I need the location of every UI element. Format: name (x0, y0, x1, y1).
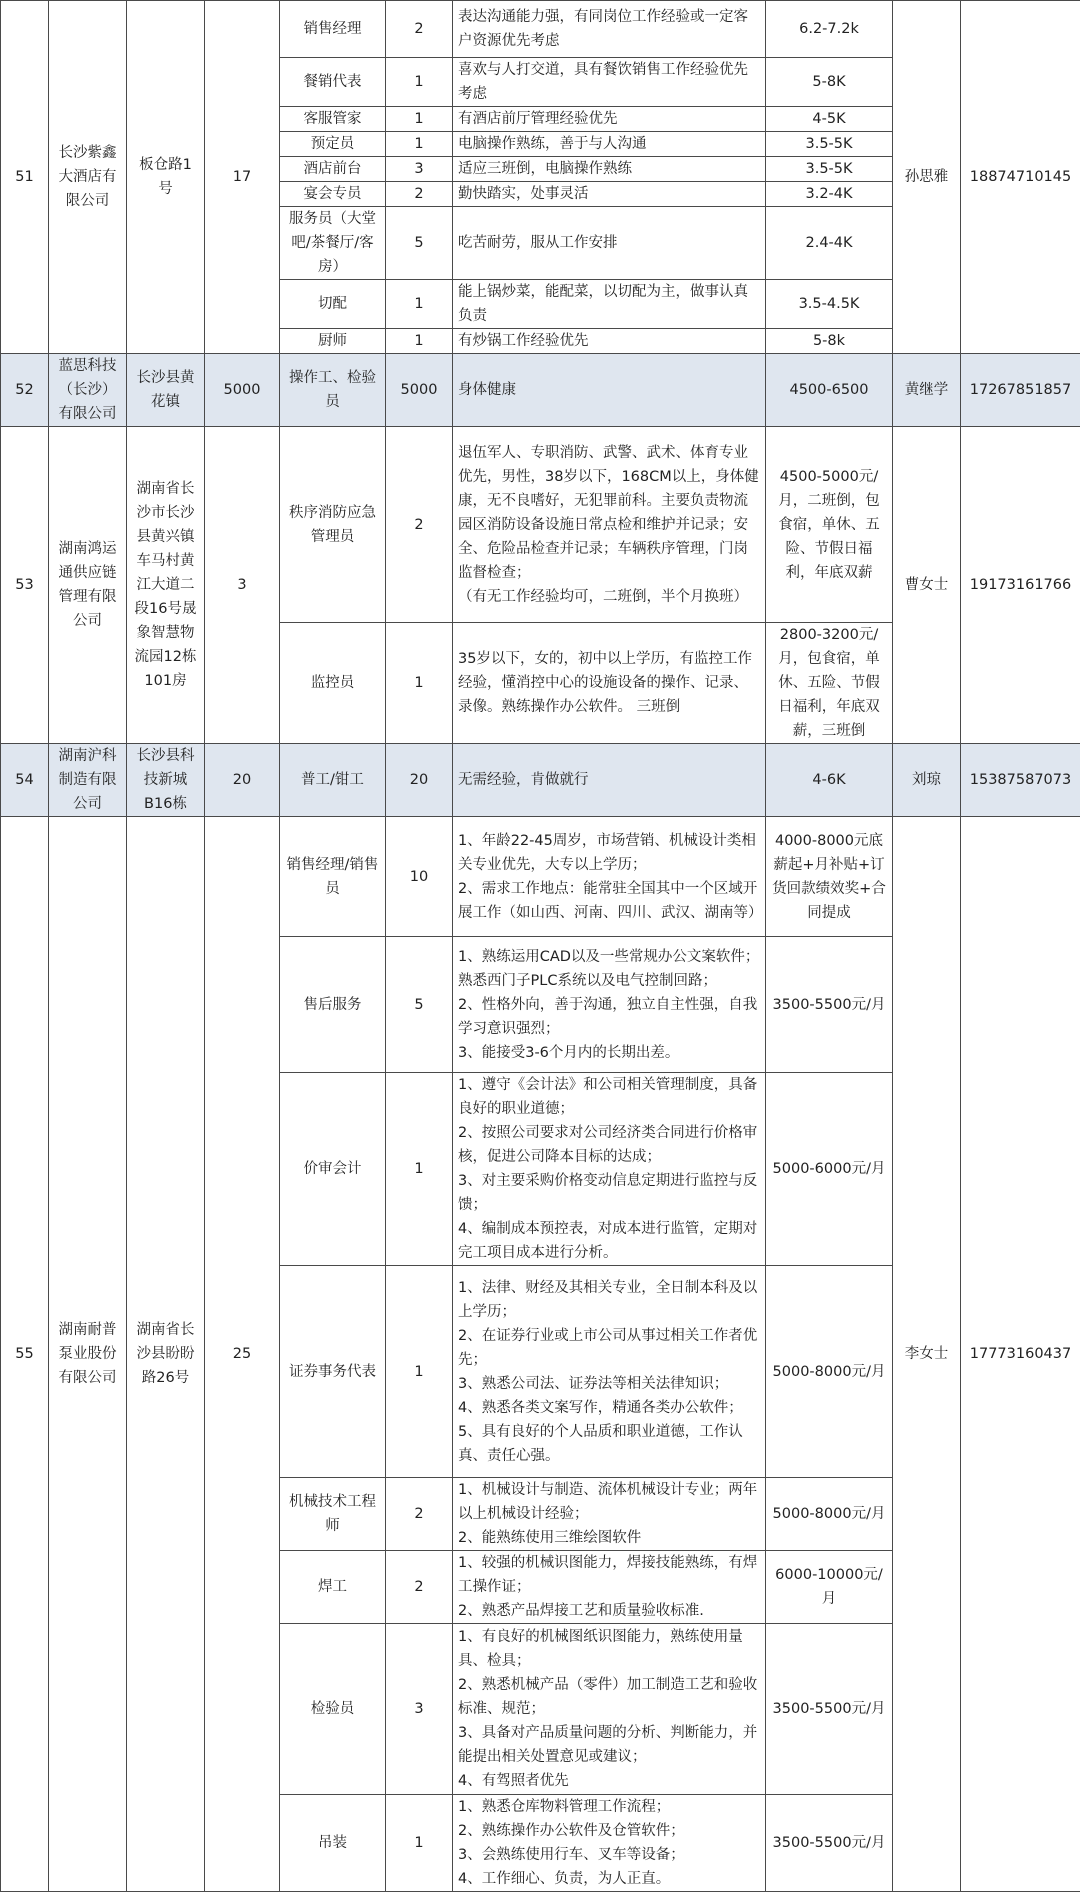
job-requirements: 有炒锅工作经验优先 (453, 329, 766, 354)
job-requirements: 喜欢与人打交道，具有餐饮销售工作经验优先考虑 (453, 58, 766, 107)
total-openings: 25 (205, 817, 280, 1892)
job-salary: 4000-8000元底薪起+月补贴+订货回款绩效奖+合同提成 (766, 817, 893, 937)
job-salary: 5000-8000元/月 (766, 1266, 893, 1478)
company-name: 湖南耐普泵业股份有限公司 (49, 817, 127, 1892)
company-number: 55 (1, 817, 49, 1892)
job-count: 2 (386, 1551, 453, 1624)
job-requirements: 吃苦耐劳，服从工作安排 (453, 207, 766, 280)
company-number: 52 (1, 354, 49, 427)
job-count: 3 (386, 1624, 453, 1795)
company-address: 长沙县科技新城B16栋 (127, 744, 205, 817)
job-count: 2 (386, 1, 453, 58)
contact-phone: 18874710145 (961, 1, 1080, 354)
job-count: 1 (386, 329, 453, 354)
job-requirements: 退伍军人、专职消防、武警、武术、体育专业优先，男性，38岁以下，168CM以上，身体健康，无不良嗜好，无犯罪前科。主要负责物流园区消防设备设施日常点检和维护并记录；安全、危险品检查并记录；车辆秩序管理，门岗监督检查； （有无工作经验均可，二班倒，半个月换班） (453, 427, 766, 623)
company-address: 板仓路1号 (127, 1, 205, 354)
job-requirements: 表达沟通能力强，有同岗位工作经验或一定客户资源优先考虑 (453, 1, 766, 58)
job-salary: 5-8k (766, 329, 893, 354)
contact-phone: 17773160437 (961, 817, 1080, 1892)
job-count: 20 (386, 744, 453, 817)
job-count: 3 (386, 157, 453, 182)
job-count: 1 (386, 623, 453, 744)
job-requirements: 1、遵守《会计法》和公司相关管理制度，具备良好的职业道德； 2、按照公司要求对公司经济类合同进行价格审核，促进公司降本目标的达成； 3、对主要采购价格变动信息定期进行监控与反馈； 4、编制成本预控表，对成本进行监管，定期对完工项目成本进行分析。 (453, 1073, 766, 1266)
table-row (1, 427, 1080, 623)
job-requirements: 1、法律、财经及其相关专业，全日制本科及以上学历； 2、在证券行业或上市公司从事过相关工作者优先； 3、熟悉公司法、证券法等相关法律知识； 4、熟悉各类文案写作，精通各类办公软件； 5、具有良好的个人品质和职业道德，工作认真、责任心强。 (453, 1266, 766, 1478)
company-name: 湖南沪科制造有限公司 (49, 744, 127, 817)
job-count: 1 (386, 1795, 453, 1892)
job-title: 证券事务代表 (280, 1266, 386, 1478)
job-salary: 5000-8000元/月 (766, 1478, 893, 1551)
job-salary: 5000-6000元/月 (766, 1073, 893, 1266)
job-title: 售后服务 (280, 937, 386, 1073)
job-title: 销售经理/销售员 (280, 817, 386, 937)
table-row (1, 817, 1080, 937)
job-salary: 6000-10000元/月 (766, 1551, 893, 1624)
job-salary: 4-6K (766, 744, 893, 817)
company-address: 长沙县黄花镇 (127, 354, 205, 427)
job-title: 销售经理 (280, 1, 386, 58)
job-salary: 2.4-4K (766, 207, 893, 280)
contact-person: 刘琼 (893, 744, 961, 817)
job-title: 吊装 (280, 1795, 386, 1892)
job-requirements: 1、机械设计与制造、流体机械设计专业；两年以上机械设计经验； 2、能熟练使用三维绘图软件 (453, 1478, 766, 1551)
job-title: 预定员 (280, 132, 386, 157)
company-number: 51 (1, 1, 49, 354)
job-title: 操作工、检验员 (280, 354, 386, 427)
job-salary: 3.5-5K (766, 132, 893, 157)
job-salary: 4500-6500 (766, 354, 893, 427)
contact-person: 孙思雅 (893, 1, 961, 354)
job-title: 秩序消防应急管理员 (280, 427, 386, 623)
job-requirements: 能上锅炒菜，能配菜，以切配为主，做事认真负责 (453, 280, 766, 329)
job-requirements: 勤快踏实，处事灵活 (453, 182, 766, 207)
contact-phone: 19173161766 (961, 427, 1080, 744)
job-title: 切配 (280, 280, 386, 329)
job-requirements: 有酒店前厅管理经验优先 (453, 107, 766, 132)
contact-person: 黄继学 (893, 354, 961, 427)
contact-phone: 15387587073 (961, 744, 1080, 817)
job-salary: 3500-5500元/月 (766, 937, 893, 1073)
job-title: 宴会专员 (280, 182, 386, 207)
job-requirements: 身体健康 (453, 354, 766, 427)
job-count: 5000 (386, 354, 453, 427)
job-salary: 4-5K (766, 107, 893, 132)
job-requirements: 1、有良好的机械图纸识图能力，熟练使用量具、检具； 2、熟悉机械产品（零件）加工制造工艺和验收标准、规范； 3、具备对产品质量问题的分析、判断能力，并能提出相关处置意见或建议； 4、有驾照者优先 (453, 1624, 766, 1795)
job-title: 监控员 (280, 623, 386, 744)
table-row (1, 744, 1080, 817)
company-name: 长沙紫鑫大酒店有限公司 (49, 1, 127, 354)
job-title: 酒店前台 (280, 157, 386, 182)
job-requirements: 无需经验，肯做就行 (453, 744, 766, 817)
job-requirements: 电脑操作熟练，善于与人沟通 (453, 132, 766, 157)
job-salary: 4500-5000元/月，二班倒，包食宿，单休、五险、节假日福利，年底双薪 (766, 427, 893, 623)
job-title: 餐销代表 (280, 58, 386, 107)
job-salary: 2800-3200元/月，包食宿，单休、五险、节假日福利，年底双薪，三班倒 (766, 623, 893, 744)
job-salary: 5-8K (766, 58, 893, 107)
job-salary: 3.2-4K (766, 182, 893, 207)
company-number: 53 (1, 427, 49, 744)
total-openings: 5000 (205, 354, 280, 427)
table-row (1, 354, 1080, 427)
job-count: 1 (386, 1073, 453, 1266)
job-requirements: 1、较强的机械识图能力，焊接技能熟练，有焊工操作证； 2、熟悉产品焊接工艺和质量验收标准. (453, 1551, 766, 1624)
job-count: 2 (386, 182, 453, 207)
job-title: 普工/钳工 (280, 744, 386, 817)
job-count: 2 (386, 427, 453, 623)
job-count: 1 (386, 280, 453, 329)
contact-phone: 17267851857 (961, 354, 1080, 427)
job-requirements: 35岁以下，女的，初中以上学历，有监控工作经验，懂消控中心的设施设备的操作、记录、录像。熟练操作办公软件。 三班倒 (453, 623, 766, 744)
company-address: 湖南省长沙市长沙县黄兴镇车马村黄江大道二段16号晟象智慧物流园12栋101房 (127, 427, 205, 744)
job-requirements: 1、熟悉仓库物料管理工作流程； 2、熟练操作办公软件及仓管软件； 3、会熟练使用行车、叉车等设备； 4、工作细心、负责，为人正直。 (453, 1795, 766, 1892)
job-title: 焊工 (280, 1551, 386, 1624)
job-count: 1 (386, 58, 453, 107)
company-number: 54 (1, 744, 49, 817)
job-salary: 3500-5500元/月 (766, 1795, 893, 1892)
company-name: 蓝思科技（长沙）有限公司 (49, 354, 127, 427)
total-openings: 3 (205, 427, 280, 744)
job-count: 1 (386, 1266, 453, 1478)
job-title: 服务员（大堂吧/茶餐厅/客房） (280, 207, 386, 280)
contact-person: 曹女士 (893, 427, 961, 744)
job-requirements: 1、年龄22-45周岁，市场营销、机械设计类相关专业优先，大专以上学历； 2、需求工作地点：能常驻全国其中一个区域开展工作（如山西、河南、四川、武汉、湖南等） (453, 817, 766, 937)
job-salary: 3.5-4.5K (766, 280, 893, 329)
job-requirements: 适应三班倒，电脑操作熟练 (453, 157, 766, 182)
total-openings: 17 (205, 1, 280, 354)
company-address: 湖南省长沙县盼盼路26号 (127, 817, 205, 1892)
job-count: 2 (386, 1478, 453, 1551)
total-openings: 20 (205, 744, 280, 817)
table-row (1, 1, 1080, 58)
job-title: 检验员 (280, 1624, 386, 1795)
job-title: 机械技术工程师 (280, 1478, 386, 1551)
job-title: 客服管家 (280, 107, 386, 132)
job-title: 价审会计 (280, 1073, 386, 1266)
job-salary: 6.2-7.2k (766, 1, 893, 58)
job-salary: 3500-5500元/月 (766, 1624, 893, 1795)
job-count: 1 (386, 132, 453, 157)
job-title: 厨师 (280, 329, 386, 354)
job-count: 5 (386, 937, 453, 1073)
job-count: 1 (386, 107, 453, 132)
contact-person: 李女士 (893, 817, 961, 1892)
job-count: 10 (386, 817, 453, 937)
company-name: 湖南鸿运通供应链管理有限公司 (49, 427, 127, 744)
job-salary: 3.5-5K (766, 157, 893, 182)
job-requirements: 1、熟练运用CAD以及一些常规办公文案软件；熟悉西门子PLC系统以及电气控制回路； 2、性格外向，善于沟通，独立自主性强，自我学习意识强烈； 3、能接受3-6个月内的长期出差。 (453, 937, 766, 1073)
job-count: 5 (386, 207, 453, 280)
